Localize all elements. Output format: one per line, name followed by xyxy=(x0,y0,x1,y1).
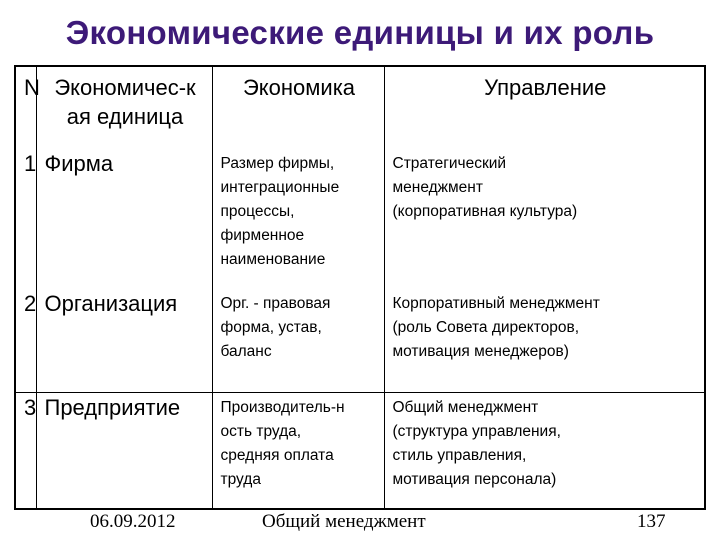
footer-date: 06.09.2012 xyxy=(90,511,176,532)
table-row xyxy=(15,289,705,393)
management-line: Общий менеджмент xyxy=(392,399,539,416)
table-row xyxy=(15,149,705,289)
row-number: 1 xyxy=(24,151,37,176)
header-economic-unit-line1: Экономичес-к xyxy=(54,75,196,100)
row-unit: Фирма xyxy=(36,149,212,289)
header-economic-unit xyxy=(36,66,212,149)
row-management xyxy=(384,393,705,510)
row-economics xyxy=(212,393,384,510)
header-number: N xyxy=(24,75,40,100)
economic-units-table xyxy=(14,65,706,510)
row-unit: Предприятие xyxy=(36,393,212,510)
row-number: 3 xyxy=(24,395,37,420)
row-number: 2 xyxy=(15,289,36,393)
management-line: Корпоративный менеджмент xyxy=(392,295,600,312)
management-line: мотивация менеджеров) xyxy=(392,343,569,360)
footer-course-title: Общий менеджмент xyxy=(262,511,426,532)
economics-line: интеграционные xyxy=(220,179,340,196)
management-line: менеджмент xyxy=(392,179,483,196)
economics-line: Размер фирмы, xyxy=(220,155,335,172)
header-management: Управление xyxy=(384,66,705,149)
management-line: (структура управления, xyxy=(392,423,561,440)
economics-line: Производитель-н xyxy=(220,399,345,416)
economics-line: ость труда, xyxy=(220,423,302,440)
row-economics xyxy=(212,289,384,393)
management-line: (корпоративная культура) xyxy=(392,203,578,220)
row-management xyxy=(384,289,705,393)
economics-line: Орг. - правовая xyxy=(220,295,331,312)
row-management xyxy=(384,149,705,289)
slide-title: Экономические единицы и их роль xyxy=(65,14,655,51)
management-line: (роль Совета директоров, xyxy=(392,319,580,336)
economics-line: средняя оплата xyxy=(220,447,334,464)
footer-page-number: 137 xyxy=(637,511,666,532)
economics-line: фирменное xyxy=(220,227,305,244)
economics-line: наименование xyxy=(220,251,326,268)
management-line: Стратегический xyxy=(392,155,507,172)
table-header-row xyxy=(15,66,705,149)
economics-line: баланс xyxy=(220,343,272,360)
economics-line: труда xyxy=(220,471,261,488)
management-line: стиль управления, xyxy=(392,447,527,464)
header-economic-unit-line2: ая единица xyxy=(66,104,184,129)
row-unit: Организация xyxy=(36,289,212,393)
row-economics xyxy=(212,149,384,289)
management-line: мотивация персонала) xyxy=(392,471,557,488)
header-economics: Экономика xyxy=(212,66,384,149)
table-row xyxy=(15,393,705,510)
economics-line: процессы, xyxy=(220,203,295,220)
economics-line: форма, устав, xyxy=(220,319,322,336)
